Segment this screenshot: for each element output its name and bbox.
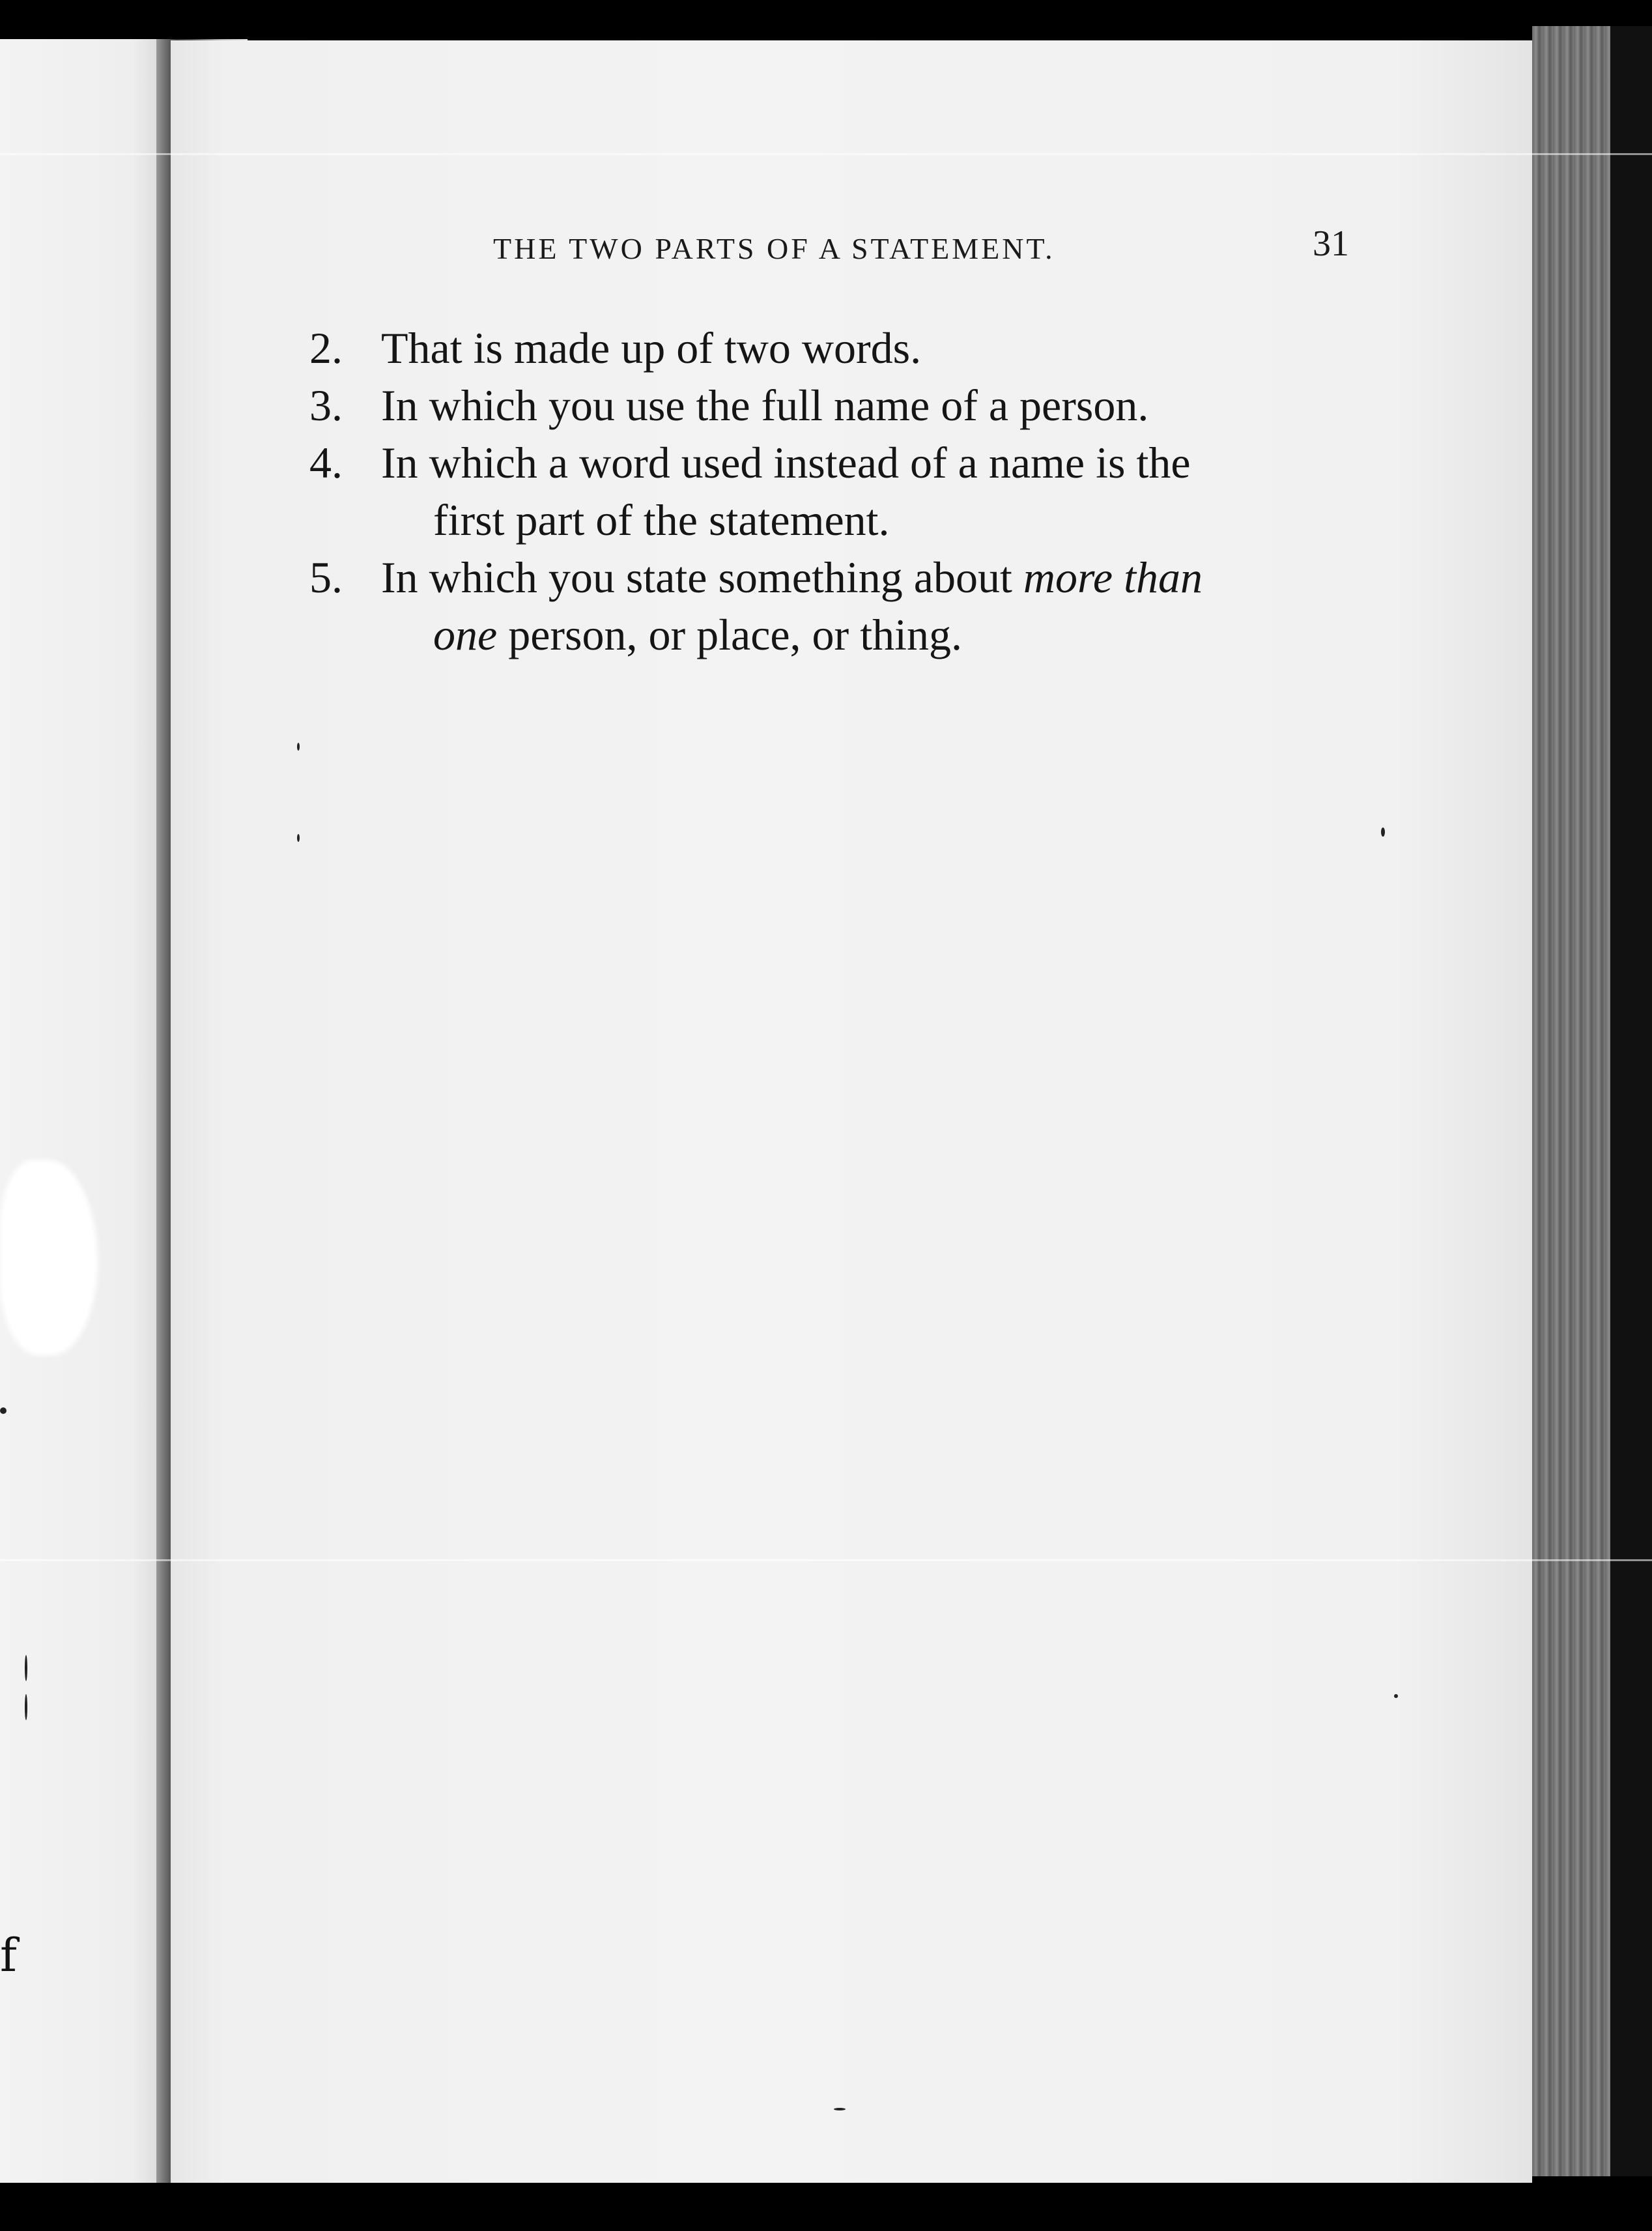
item-text-italic: one — [433, 610, 498, 659]
exercise-list — [309, 319, 1365, 663]
item-number: 4. — [309, 438, 343, 487]
scan-speck — [25, 1655, 27, 1681]
scan-speck — [297, 743, 300, 751]
item-text: In which a word used instead of a name is the — [381, 438, 1191, 487]
item-text-roman: In which you state something about — [381, 553, 1023, 602]
page-number: 31 — [1313, 223, 1349, 264]
list-item — [309, 319, 1365, 377]
item-text-continuation: first part of the statement. — [433, 495, 890, 545]
scan-speck — [834, 2108, 846, 2110]
scan-speck — [1394, 1694, 1398, 1698]
edge-shadow — [1610, 26, 1652, 2176]
scan-line — [0, 153, 1652, 155]
scan-line — [0, 1559, 1652, 1561]
list-item — [309, 377, 1365, 434]
left-page-fragment-letter: f — [0, 1929, 17, 1982]
list-item — [309, 549, 1365, 663]
item-number: 5. — [309, 553, 343, 602]
running-head: THE TWO PARTS OF A STATEMENT. — [493, 232, 1055, 265]
scan-speck — [25, 1694, 27, 1720]
item-text: That is made up of two words. — [381, 323, 922, 373]
scan-speck — [1381, 828, 1385, 837]
item-number: 2. — [309, 323, 343, 373]
item-text: In which you use the full name of a person. — [381, 381, 1149, 430]
scan-speck — [0, 1407, 7, 1414]
item-text — [381, 549, 1365, 606]
item-text-italic: more than — [1023, 553, 1203, 602]
page-edges — [1532, 26, 1610, 2176]
list-item — [309, 434, 1365, 549]
item-text-continuation — [381, 606, 1365, 663]
item-number: 3. — [309, 381, 343, 430]
scan-speck — [297, 834, 300, 842]
item-text-roman: person, or place, or thing. — [497, 610, 962, 659]
